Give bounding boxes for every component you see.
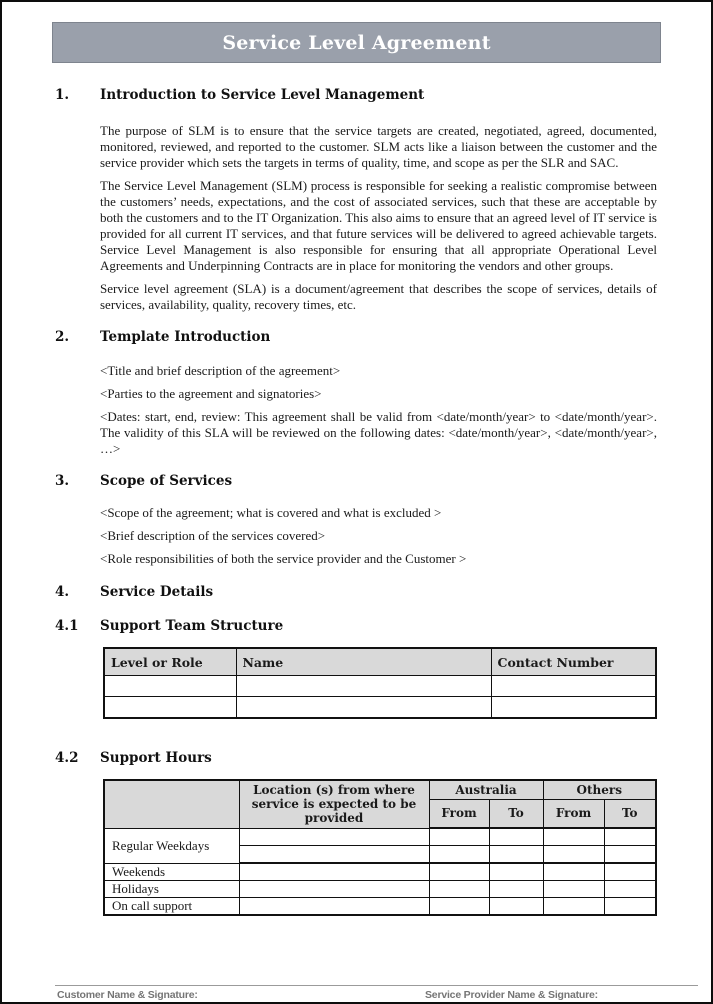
table-row bbox=[104, 676, 656, 697]
table-cell bbox=[104, 676, 236, 697]
table-cell bbox=[543, 846, 604, 864]
table-cell bbox=[604, 828, 656, 846]
table-cell bbox=[491, 697, 656, 719]
table-cell bbox=[429, 846, 489, 864]
footer-divider bbox=[55, 985, 698, 986]
section-heading-text: Scope of Services bbox=[100, 473, 233, 489]
section-heading-4 bbox=[55, 584, 658, 601]
table-cell bbox=[239, 863, 429, 881]
section-heading-text: Service Details bbox=[100, 584, 214, 600]
support-hours-group-header-row bbox=[104, 780, 656, 799]
group-header-others: Others bbox=[543, 780, 656, 799]
table-cell bbox=[489, 898, 543, 916]
subheader-others-to: To bbox=[604, 799, 656, 828]
table-cell bbox=[491, 676, 656, 697]
paragraph-slm-process: The Service Level Management (SLM) process is responsible for seeking a realistic compromise between the customers’ needs, expectations, and the cost of associated services, such that these are acceptable by both the customers and to the IT Organization. This also aims to ensure that an agreed level of IT service is provided for all current IT services, and that future services will be delivered to agreed achievable targets. Service Level Management is also responsible for ensuring that all appropriate Operational Level Agreements and Underpinning Contracts are in place for monitoring the vendors and other groups. bbox=[100, 178, 657, 273]
table-cell bbox=[239, 898, 429, 916]
table-cell bbox=[489, 828, 543, 846]
section-heading-text: Support Team Structure bbox=[100, 618, 284, 634]
table-cell bbox=[543, 898, 604, 916]
table-cell bbox=[543, 863, 604, 881]
table-cell bbox=[543, 828, 604, 846]
section-number: 4. bbox=[55, 584, 70, 600]
section-heading-1 bbox=[55, 87, 658, 104]
table-row bbox=[104, 881, 656, 898]
row-label-holidays: Holidays bbox=[104, 881, 239, 898]
section-heading-4-1 bbox=[55, 618, 658, 635]
header-name: Name bbox=[236, 648, 491, 676]
table-cell bbox=[429, 828, 489, 846]
table-cell bbox=[104, 697, 236, 719]
placeholder-roles: <Role responsibilities of both the service provider and the Customer > bbox=[100, 551, 467, 566]
section-heading-3 bbox=[55, 473, 658, 490]
page-footer bbox=[55, 985, 698, 1001]
table-cell bbox=[429, 881, 489, 898]
subheader-others-from: From bbox=[543, 799, 604, 828]
support-team-table bbox=[103, 647, 657, 719]
title-banner bbox=[52, 22, 661, 63]
placeholder-scope: <Scope of the agreement; what is covered and what is excluded > bbox=[100, 505, 442, 520]
section-number: 2. bbox=[55, 329, 70, 345]
table-row bbox=[104, 863, 656, 881]
subheader-australia-from: From bbox=[429, 799, 489, 828]
section-number: 3. bbox=[55, 473, 70, 489]
table-cell bbox=[604, 898, 656, 916]
section-number: 4.1 bbox=[55, 618, 79, 634]
row-label-weekends: Weekends bbox=[104, 863, 239, 881]
table-cell bbox=[604, 863, 656, 881]
section-heading-text: Template Introduction bbox=[100, 329, 271, 345]
section-heading-2 bbox=[55, 329, 658, 346]
paragraph-sla-definition: Service level agreement (SLA) is a document/agreement that describes the scope of services, details of services, availability, quality, recovery times, etc. bbox=[100, 281, 657, 312]
table-cell bbox=[429, 863, 489, 881]
table-cell bbox=[489, 881, 543, 898]
section-number: 4.2 bbox=[55, 750, 79, 766]
table-cell bbox=[543, 881, 604, 898]
corner-cell bbox=[104, 780, 239, 828]
support-hours-table bbox=[103, 779, 657, 916]
row-label-on-call-support: On call support bbox=[104, 898, 239, 916]
section-number: 1. bbox=[55, 87, 70, 103]
header-location: Location (s) from where service is expected to be provided bbox=[239, 780, 429, 828]
table-cell bbox=[236, 676, 491, 697]
table-cell bbox=[489, 863, 543, 881]
placeholder-description: <Brief description of the services covered> bbox=[100, 528, 326, 543]
table-row bbox=[104, 898, 656, 916]
table-cell bbox=[236, 697, 491, 719]
document-content bbox=[55, 87, 658, 916]
table-cell bbox=[429, 898, 489, 916]
section-heading-4-2 bbox=[55, 750, 658, 767]
header-contact-number: Contact Number bbox=[491, 648, 656, 676]
table-cell bbox=[239, 846, 429, 864]
table-cell bbox=[239, 828, 429, 846]
paragraph-slm-purpose: The purpose of SLM is to ensure that the service targets are created, negotiated, agreed, documented, monitored, reviewed, and reported to the customer. SLM acts like a liaison between the customer and the service provider which sets the targets in terms of quality, time, and scope as per the SLR and SAC. bbox=[100, 123, 657, 170]
provider-signature-label: Service Provider Name & Signature: bbox=[425, 989, 598, 1001]
support-team-header-row bbox=[104, 648, 656, 676]
subheader-australia-to: To bbox=[489, 799, 543, 828]
header-level-or-role: Level or Role bbox=[104, 648, 236, 676]
customer-signature-label: Customer Name & Signature: bbox=[57, 989, 198, 1001]
placeholder-dates: <Dates: start, end, review: This agreement shall be valid from <date/month/year> to <date/month/year>. The validity of this SLA will be reviewed on the following dates: <date/month/year>, <date/month/year>, …> bbox=[100, 409, 657, 456]
group-header-australia: Australia bbox=[429, 780, 543, 799]
section-heading-text: Support Hours bbox=[100, 750, 212, 766]
table-cell bbox=[604, 881, 656, 898]
table-cell bbox=[604, 846, 656, 864]
placeholder-title: <Title and brief description of the agreement> bbox=[100, 363, 341, 378]
table-cell bbox=[239, 881, 429, 898]
placeholder-parties: <Parties to the agreement and signatories> bbox=[100, 386, 322, 401]
document-title: Service Level Agreement bbox=[222, 31, 491, 54]
table-row bbox=[104, 828, 656, 846]
table-row bbox=[104, 697, 656, 719]
row-label-regular-weekdays: Regular Weekdays bbox=[104, 828, 239, 863]
table-cell bbox=[489, 846, 543, 864]
section-heading-text: Introduction to Service Level Management bbox=[100, 87, 425, 103]
